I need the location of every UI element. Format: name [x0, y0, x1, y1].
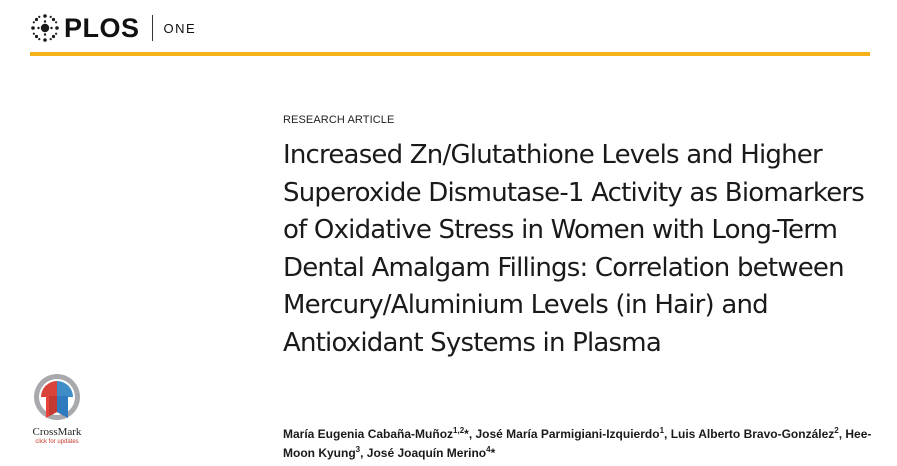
author-affiliation: 3: [355, 445, 361, 454]
header-rule: [30, 52, 870, 56]
author-separator: ,: [468, 427, 476, 441]
author-name: José Joaquín Merino: [366, 446, 487, 460]
crossmark-sublabel: click for updates: [35, 439, 79, 445]
crossmark-badge[interactable]: [22, 372, 92, 446]
corresponding-mark: *: [490, 446, 496, 460]
author-separator: ,: [360, 446, 367, 460]
author[interactable]: [476, 427, 665, 441]
journal-brand: PLOS: [64, 12, 140, 43]
journal-name: ONE: [163, 20, 197, 36]
corresponding-mark: *: [464, 427, 469, 441]
author-affiliation: 1: [659, 426, 665, 435]
author-affiliation: 4: [486, 445, 491, 454]
crossmark-icon: [32, 372, 82, 426]
author-name: Luis Alberto Bravo-González: [670, 427, 835, 441]
author-name: José María Parmigiani-Izquierdo: [475, 427, 660, 441]
journal-header: [30, 8, 196, 48]
article-title: Increased Zn/Glutathione Levels and Higher Superoxide Dismutase-1 Activity as Biomarkers of Oxidative Stress in Women with Long-Term Dental Amalgam Fillings: Correlation between Mercury/Aluminium Levels (in Hair) and Antioxidant Systems in Plasma: [283, 140, 865, 358]
author-separator: ,: [664, 427, 671, 441]
author-name: María Eugenia Cabaña-Muñoz: [283, 427, 454, 441]
logo-divider: [152, 15, 153, 41]
author-affiliation: 2: [834, 426, 839, 435]
article-type: RESEARCH ARTICLE: [283, 114, 395, 126]
author[interactable]: [367, 446, 495, 460]
author[interactable]: [671, 427, 839, 441]
crossmark-label: CrossMark: [32, 426, 82, 438]
author-name: Hee-Moon Kyung: [283, 427, 872, 460]
author-separator: ,: [838, 427, 846, 441]
author-list: [283, 425, 883, 463]
author[interactable]: [283, 427, 469, 441]
author-affiliation: 1,2: [453, 426, 465, 435]
plos-dot-circle-icon: [30, 13, 60, 43]
